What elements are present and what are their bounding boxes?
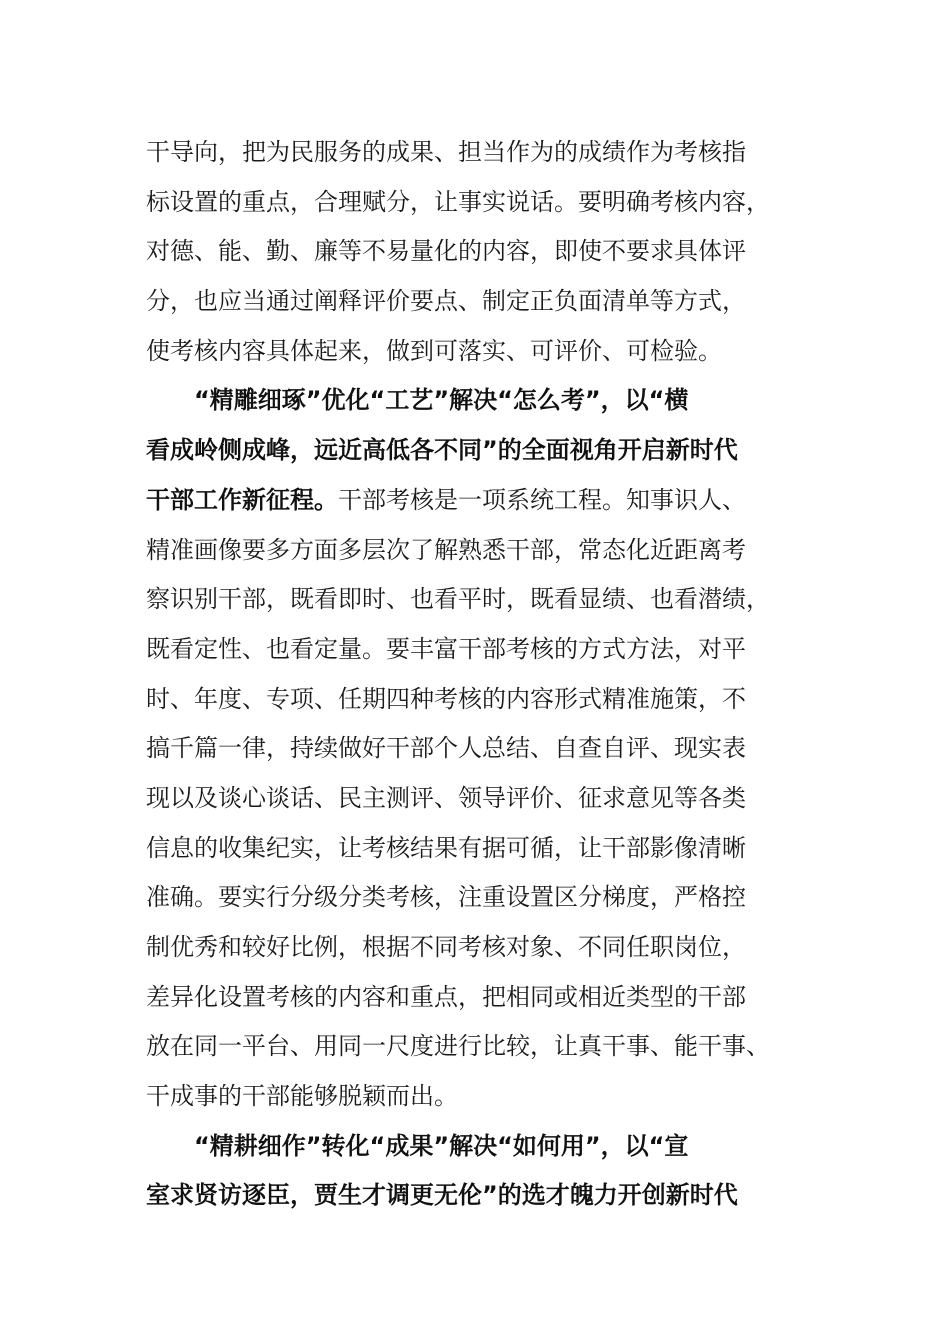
text-line: 对德、能、勤、廉等不易量化的内容，即使不要求具体评 <box>146 237 746 266</box>
document-body <box>146 128 806 1221</box>
section-heading-tail: 干部工作新征程。 <box>146 485 338 514</box>
paragraph-1 <box>146 128 806 376</box>
text-line: 差异化设置考核的内容和重点，把相同或相近类型的干部 <box>146 982 746 1011</box>
text-line: 放在同一平台、用同一尺度进行比较，让真干事、能干事、 <box>146 1032 770 1061</box>
text-line: 分，也应当通过阐释评价要点、制定正负面清单等方式， <box>146 287 746 316</box>
text-line: 干导向，把为民服务的成果、担当作为的成绩作为考核指 <box>146 138 746 166</box>
text-line: 制优秀和较好比例，根据不同考核对象、不同任职岗位， <box>146 933 746 961</box>
text-line: 时、年度、专项、任期四种考核的内容形式精准施策，不 <box>146 684 746 713</box>
text-line: 精准画像要多方面多层次了解熟悉干部，常态化近距离考 <box>146 535 746 564</box>
text-line: 察识别干部，既看即时、也看平时，既看显绩、也看潜绩， <box>146 585 770 614</box>
section-heading-line: 看成岭侧成峰，远近高低各不同”的全面视角开启新时代 <box>146 436 738 465</box>
mixed-line <box>146 476 806 526</box>
text-line: 既看定性、也看定量。要丰富干部考核的方式方法，对平 <box>146 634 746 663</box>
text-fragment: 干部考核是一项系统工程。知事识人、 <box>338 485 746 514</box>
section-heading-line: “精雕细琢”优化“工艺”解决“怎么考”，以“横 <box>194 386 689 415</box>
section-heading-line: “精耕细作”转化“成果”解决“如何用”，以“宣 <box>194 1131 689 1160</box>
text-line: 干成事的干部能够脱颖而出。 <box>146 1082 458 1111</box>
paragraph-2 <box>146 376 806 1121</box>
text-line: 使考核内容具体起来，做到可落实、可评价、可检验。 <box>146 336 722 365</box>
text-line: 信息的收集纪实，让考核结果有据可循，让干部影像清晰 <box>146 833 746 862</box>
text-line: 准确。要实行分级分类考核，注重设置区分梯度，严格控 <box>146 883 746 912</box>
section-heading-line: 室求贤访逐臣，贾生才调更无伦”的选才魄力开创新时代 <box>146 1181 738 1210</box>
text-line: 搞千篇一律，持续做好干部个人总结、自查自评、现实表 <box>146 734 746 763</box>
paragraph-3 <box>146 1122 806 1221</box>
text-line: 现以及谈心谈话、民主测评、领导评价、征求意见等各类 <box>146 783 746 812</box>
text-line: 标设置的重点，合理赋分，让事实说话。要明确考核内容， <box>146 187 770 216</box>
